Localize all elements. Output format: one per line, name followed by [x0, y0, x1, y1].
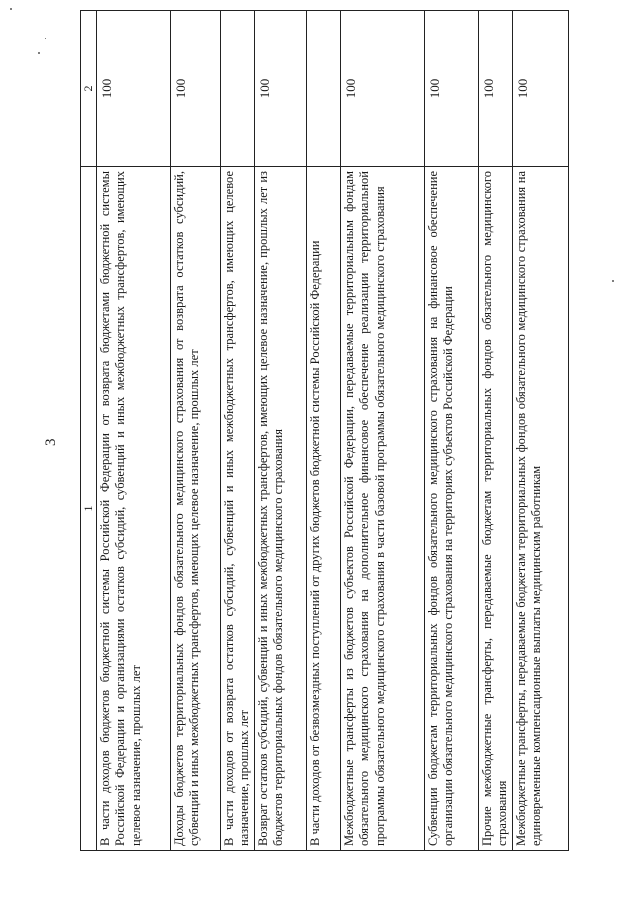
row-value [221, 11, 255, 167]
scan-speck [10, 8, 12, 10]
table-row [171, 11, 221, 851]
column-header: 1 [81, 167, 97, 851]
table-row [479, 11, 513, 851]
scan-speck [38, 52, 40, 54]
row-description: В части доходов от возврата остатков субсидий, субвенций и иных межбюджетных трансфертов, имеющих целевое назначение, прошлых лет [221, 167, 255, 851]
page-number: 3 [43, 438, 59, 446]
row-value: 100 [513, 11, 569, 167]
row-description: В части доходов бюджетов бюджетной системы Российской Федерации от возврата бюджетами бюджетной системы Российской Федерации и организациями остатков субсидий, субвенций и иных межбюджетных трансфертов, имеющих целевое назначение, прошлых лет [97, 167, 171, 851]
row-value: 100 [97, 11, 171, 167]
scan-speck [45, 38, 46, 39]
row-description: Межбюджетные трансферты из бюджетов субъектов Российской Федерации, передаваемые территориальным фондам обязательного медицинского страхования на дополнительное финансовое обеспечение реализации территориальной программы обязательного медицинского страхования в части базовой программы обязательного медицинского страхования [341, 167, 425, 851]
rotated-table-container [80, 11, 570, 851]
table-row [255, 11, 307, 851]
row-value: 100 [425, 11, 479, 167]
table-row [341, 11, 425, 851]
row-description: Межбюджетные трансферты, передаваемые бюджетам территориальных фондов обязательного медицинского страхования на единовременные компенсационные выплаты медицинским работникам [513, 167, 569, 851]
row-description: Прочие межбюджетные трансферты, передаваемые бюджетам территориальных фондов обязательного медицинского страхования [479, 167, 513, 851]
column-header: 2 [81, 11, 97, 167]
row-value: 100 [341, 11, 425, 167]
row-description: В части доходов от безвозмездных поступлений от других бюджетов бюджетной системы Российской Федерации [307, 167, 341, 851]
row-value: 100 [255, 11, 307, 167]
table-row [97, 11, 171, 851]
row-description: Доходы бюджетов территориальных фондов обязательного медицинского страхования от возврата остатков субсидий, субвенций и иных межбюджетных трансфертов, имеющих целевое назначение, прошлых лет [171, 167, 221, 851]
row-value [307, 11, 341, 167]
row-description: Субвенции бюджетам территориальных фондов обязательного медицинского страхования на финансовое обеспечение организации обязательного медицинского страхования на территориях субъектов Российской Федерации [425, 167, 479, 851]
table-row [513, 11, 569, 851]
table-row [307, 11, 341, 851]
row-value: 100 [171, 11, 221, 167]
table-header-row [81, 11, 97, 851]
row-value: 100 [479, 11, 513, 167]
table-row [221, 11, 255, 851]
table-row [425, 11, 479, 851]
scan-speck [612, 280, 614, 282]
budget-table [80, 10, 569, 851]
row-description: Возврат остатков субсидий, субвенций и иных межбюджетных трансфертов, имеющих целевое назначение, прошлых лет из бюджетов территориальных фондов обязательного медицинского страхования [255, 167, 307, 851]
